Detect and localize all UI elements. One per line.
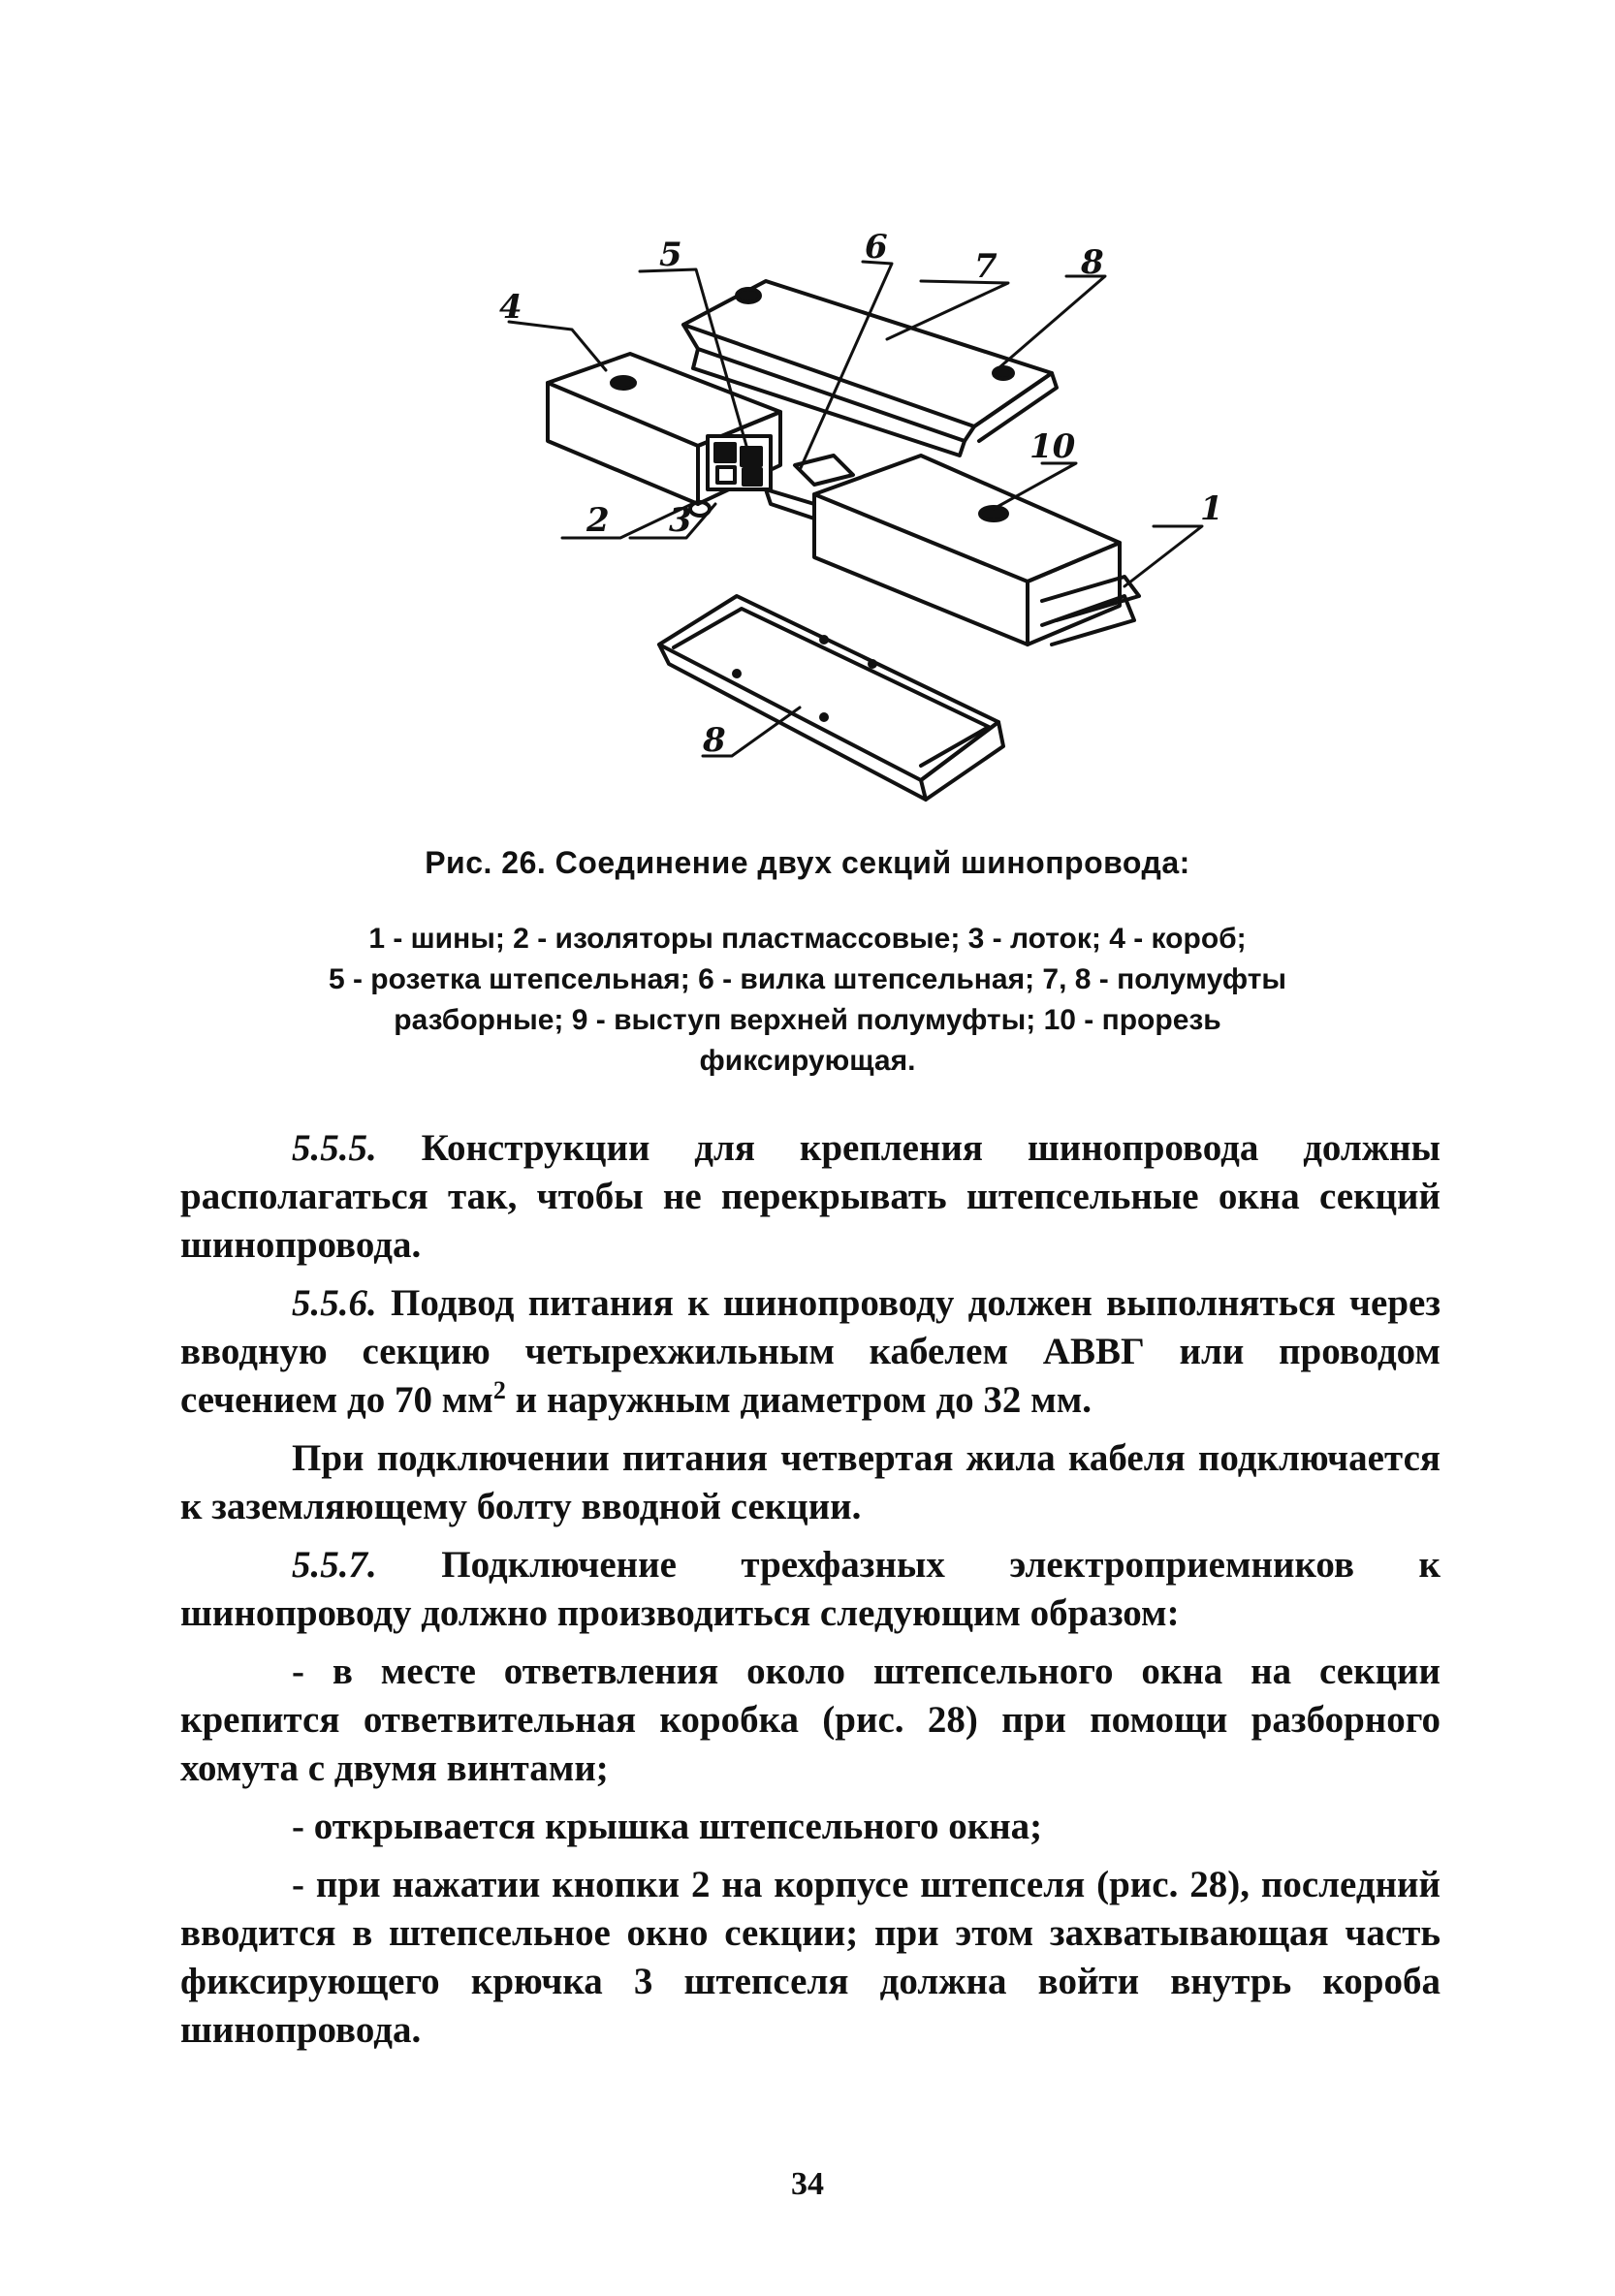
callout-7: 7 <box>974 247 998 286</box>
box-section-left <box>548 354 780 516</box>
callout-4: 4 <box>499 288 522 327</box>
paragraph-text: и наружным диаметром до 32 мм. <box>505 1379 1092 1421</box>
callout-6: 6 <box>865 228 888 267</box>
legend-line: 5 - розетка штепсельная; 6 - вилка штепсельная; 7, 8 - полумуфты <box>328 963 1287 995</box>
busway-connection-figure <box>0 0 1615 872</box>
legend-line: фиксирующая. <box>699 1045 916 1077</box>
busway-drawing <box>0 0 1615 833</box>
paragraph-5-5-6 <box>180 1279 1441 1425</box>
callout-2: 2 <box>586 501 610 540</box>
paragraph-power-connection: При подключении питания четвертая жила кабеля подключается к заземляющему болту вводной секции. <box>180 1437 1441 1527</box>
callout-10: 10 <box>1029 427 1076 466</box>
figure-legend <box>0 919 1615 1082</box>
paragraph-text: Подключение трехфазных электроприемников к шинопроводу должно производиться следующим образом: <box>180 1544 1441 1634</box>
paragraph-text: Подвод питания к шинопроводу должен выполняться через вводную секцию четырехжильным кабелем АВВГ или проводом сечением до 70 мм <box>180 1282 1441 1421</box>
body-text <box>180 1124 1441 2055</box>
callout-1: 1 <box>1200 489 1223 528</box>
callout-8-bottom: 8 <box>703 721 726 760</box>
callout-5: 5 <box>659 236 682 274</box>
callout-8-top: 8 <box>1081 243 1104 282</box>
clause-number: 5.5.5. <box>292 1127 377 1169</box>
page-number: 34 <box>791 2166 824 2202</box>
paragraph-text: Конструкции для крепления шинопровода должны располагаться так, чтобы не перекрывать штепсельные окна секций шинопровода. <box>180 1127 1441 1266</box>
callout-3: 3 <box>669 501 692 540</box>
legend-line: разборные; 9 - выступ верхней полумуфты; 10 - прорезь <box>394 1004 1221 1036</box>
legend-line: 1 - шины; 2 - изоляторы пластмассовые; 3 - лоток; 4 - короб; <box>368 923 1247 955</box>
clause-number: 5.5.7. <box>292 1544 377 1586</box>
list-item-open-cover: - открывается крышка штепсельного окна; <box>292 1806 1043 1847</box>
paragraph-5-5-7 <box>180 1541 1441 1638</box>
figure-caption-title: Рис. 26. Соединение двух секций шинопровода: <box>425 845 1190 880</box>
lower-half-coupling <box>659 596 1003 800</box>
clause-number: 5.5.6. <box>292 1282 377 1324</box>
paragraph-5-5-5 <box>180 1124 1441 1270</box>
list-item-branch-box: - в месте ответвления около штепсельного окна на секции крепится ответвительная коробка (рис. 28) при помощи разборного хомута с двумя винтами; <box>180 1651 1441 1789</box>
superscript: 2 <box>492 1376 506 1404</box>
list-item-insert-plug: - при нажатии кнопки 2 на корпусе штепселя (рис. 28), последний вводится в штепсельное окно секции; при этом захватывающая часть фиксирующего крючка 3 штепселя должна войти внутрь короба шинопровода. <box>180 1864 1441 2051</box>
